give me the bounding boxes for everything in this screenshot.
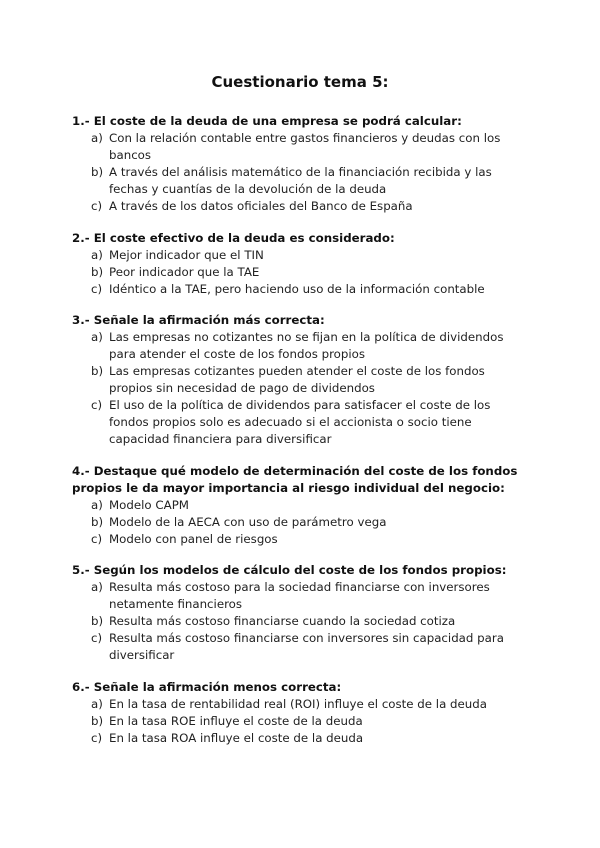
option-a [72,247,527,264]
option-b [72,264,527,281]
option-list [72,247,527,298]
question-text: 1.- El coste de la deuda de una empresa se podrá calcular: [72,114,462,128]
option-list [72,329,527,448]
option-letter: a) [91,330,103,344]
option-list [72,579,527,664]
option-text: A través de los datos oficiales del Banco de España [109,199,413,213]
question-2 [72,230,527,298]
option-a [72,579,527,613]
option-list [72,696,527,747]
option-letter: a) [91,247,103,262]
question-text: 4.- Destaque qué modelo de determinación del coste de los fondos propios le da mayor importancia al riesgo individual del negocio: [72,463,518,495]
question-text: 3.- Señale la afirmación más correcta: [72,313,325,327]
option-letter: b) [91,165,104,179]
option-a [72,329,527,363]
option-c [72,397,527,448]
option-c [72,630,527,664]
option-letter: b) [91,264,104,279]
option-text: En la tasa ROA influye el coste de la deuda [109,730,364,745]
question-4 [72,463,527,548]
option-list [72,497,527,548]
option-letter: c) [91,631,103,645]
question-1 [72,113,527,215]
option-b [72,713,527,730]
question-text: 6.- Señale la afirmación menos correcta: [72,679,342,694]
question-3 [72,312,527,448]
option-letter: c) [91,398,103,412]
question-5 [72,562,527,664]
option-c [72,730,527,747]
question-text: 2.- El coste efectivo de la deuda es considerado: [72,230,395,245]
option-text: Con la relación contable entre gastos financieros y deudas con los bancos [109,131,501,162]
option-b [72,613,527,630]
option-letter: b) [91,614,104,628]
option-text: Modelo CAPM [109,497,189,512]
option-letter: b) [91,364,104,378]
option-c [72,198,527,215]
option-text: Resulta más costoso financiarse con inversores sin capacidad para diversificar [109,631,504,662]
option-a [72,497,527,514]
option-letter: a) [91,696,103,711]
option-letter: a) [91,580,103,594]
option-text: En la tasa ROE influye el coste de la deuda [109,713,363,728]
option-b [72,514,527,531]
option-b [72,363,527,397]
option-letter: b) [91,713,104,728]
option-text: Resulta más costoso para la sociedad financiarse con inversores netamente financieros [109,580,490,611]
option-text: Idéntico a la TAE, pero haciendo uso de la información contable [109,281,485,296]
option-list [72,130,527,215]
option-a [72,130,527,164]
option-b [72,164,527,198]
option-text: A través del análisis matemático de la financiación recibida y las fechas y cuantías de la devolución de la deuda [109,165,492,196]
option-text: Modelo de la AECA con uso de parámetro vega [109,514,387,529]
option-text: Las empresas cotizantes pueden atender el coste de los fondos propios sin necesidad de pago de dividendos [109,364,485,395]
question-6 [72,679,527,747]
option-letter: a) [91,131,103,145]
page-title: Cuestionario tema 5: [211,73,389,91]
option-text: Las empresas no cotizantes no se fijan en la política de dividendos para atender el coste de los fondos propios [109,330,504,361]
option-text: Modelo con panel de riesgos [109,531,278,546]
option-c [72,531,527,548]
option-letter: c) [91,281,103,296]
option-text: Resulta más costoso financiarse cuando la sociedad cotiza [109,614,456,628]
option-letter: c) [91,199,103,213]
option-text: En la tasa de rentabilidad real (ROI) influye el coste de la deuda [109,696,488,711]
question-text: 5.- Según los modelos de cálculo del coste de los fondos propios: [72,563,507,577]
option-letter: a) [91,497,103,512]
question-list [72,113,527,761]
option-text: Mejor indicador que el TIN [109,247,264,262]
option-c [72,281,527,298]
option-letter: c) [91,531,103,546]
option-a [72,696,527,713]
option-letter: c) [91,730,103,745]
option-letter: b) [91,514,104,529]
option-text: El uso de la política de dividendos para satisfacer el coste de los fondos propios solo es adecuado si el accionista o socio tiene capacidad financiera para diversificar [109,398,491,446]
option-text: Peor indicador que la TAE [109,264,260,279]
